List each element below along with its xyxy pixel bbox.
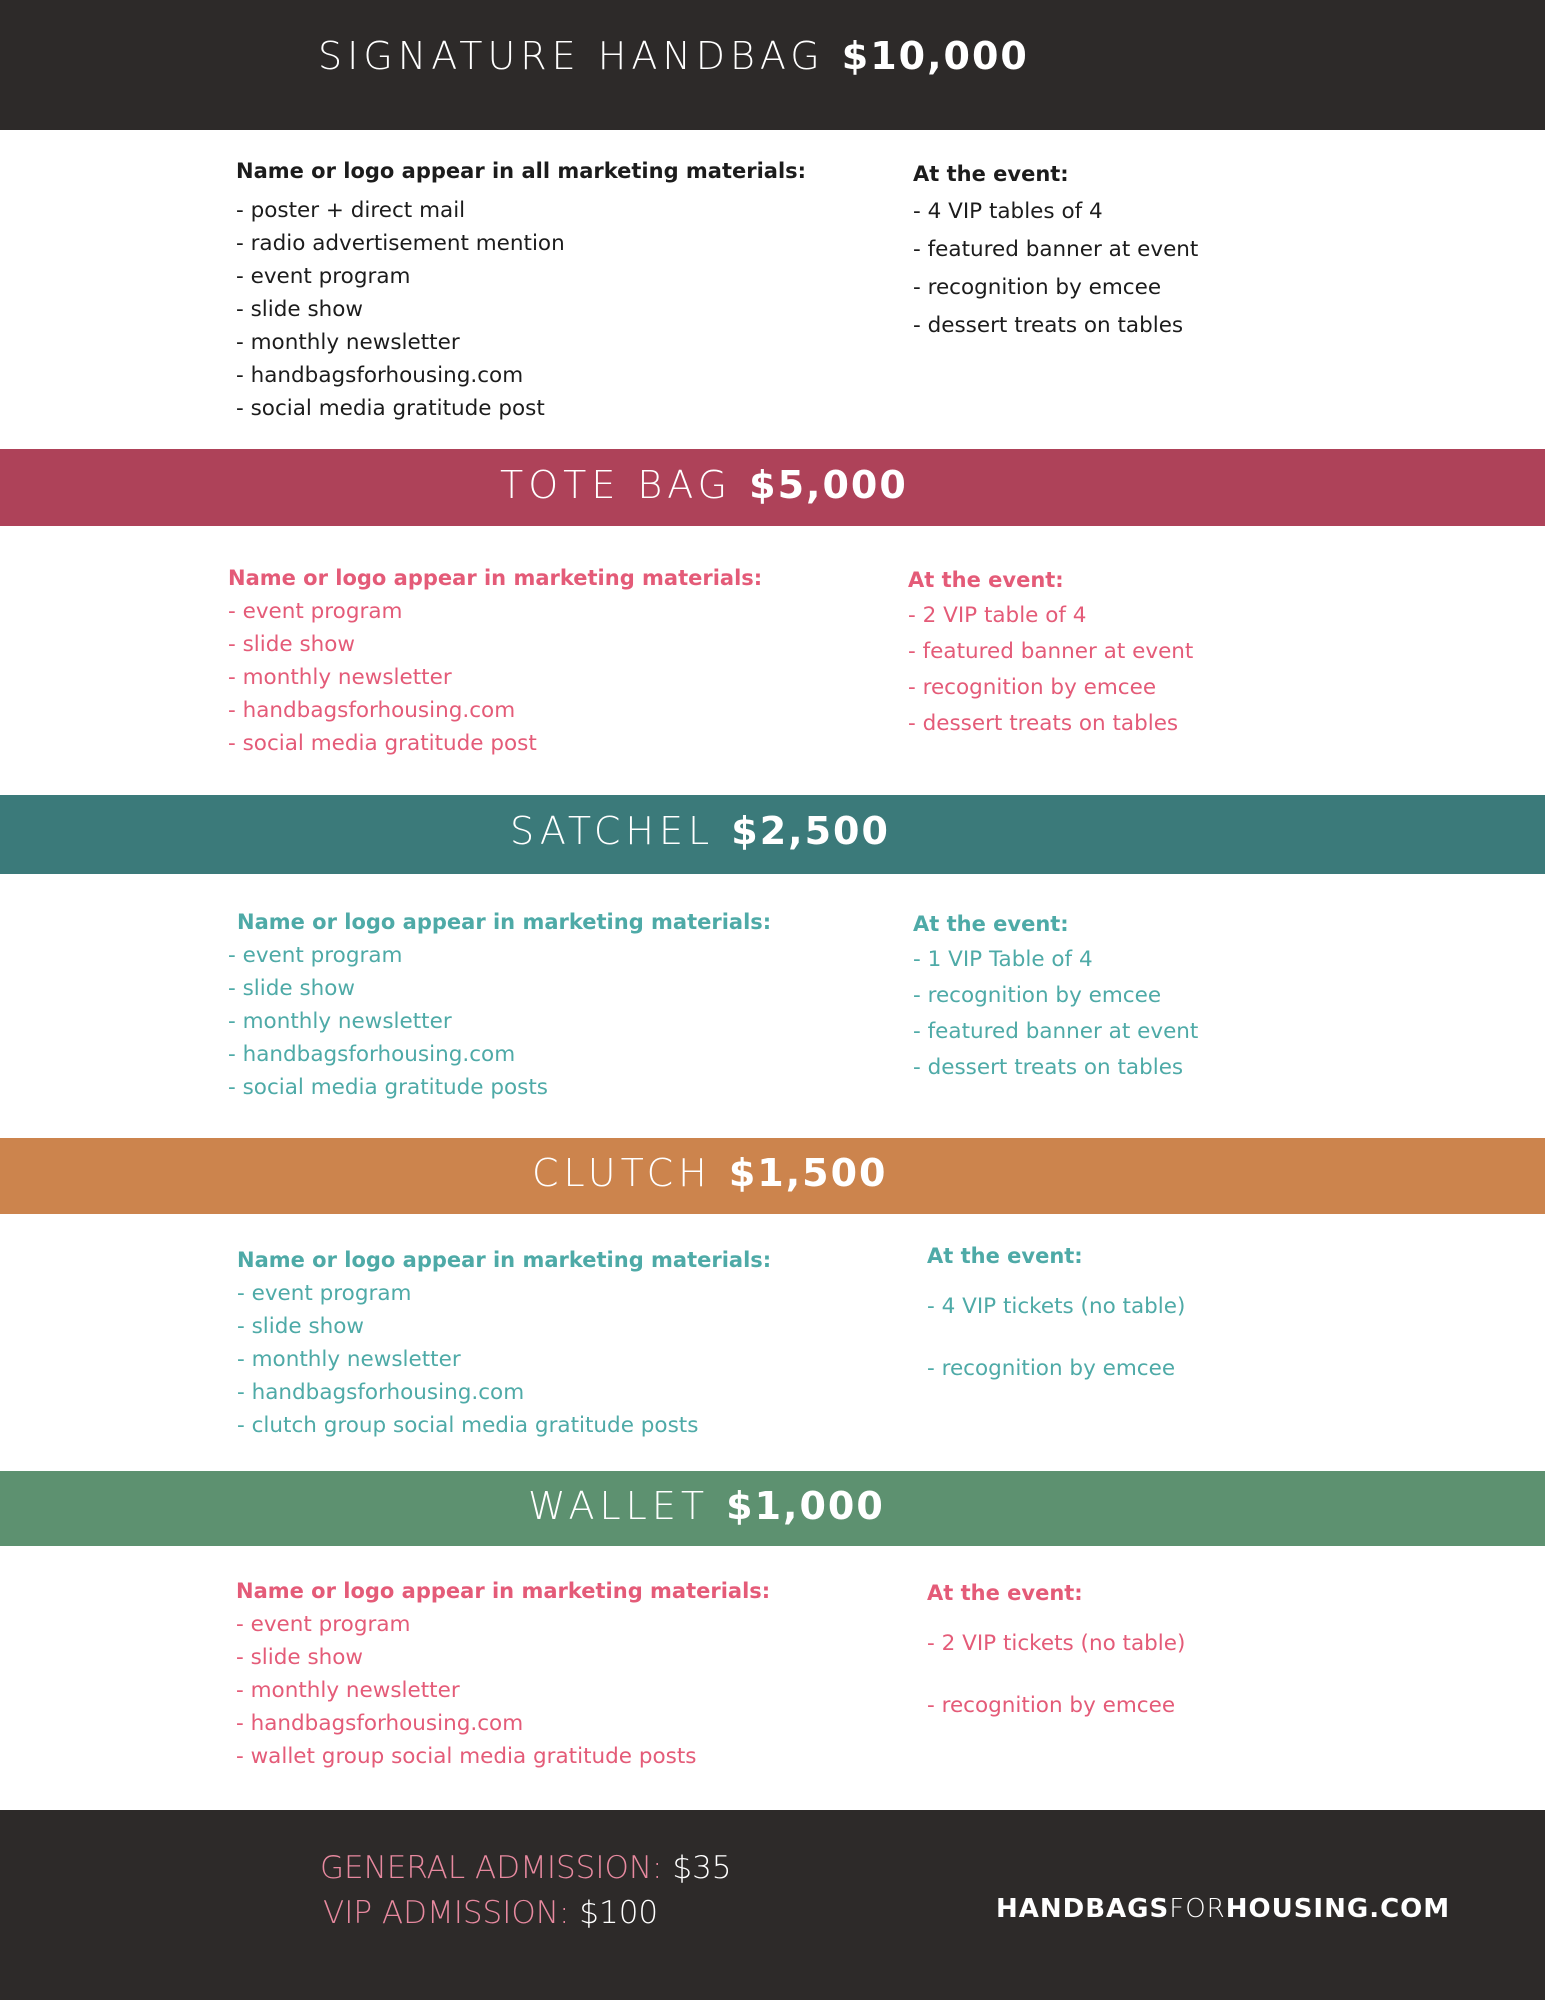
marketing-list bbox=[236, 194, 806, 425]
event-list bbox=[913, 193, 1198, 345]
clutch-marketing bbox=[237, 1244, 771, 1442]
marketing-item: - clutch group social media gratitude posts bbox=[237, 1413, 699, 1438]
site-part-handbags: HANDBAGS bbox=[996, 1894, 1170, 1924]
event-item: - featured banner at event bbox=[913, 1019, 1199, 1044]
marketing-item: - poster + direct mail bbox=[236, 198, 466, 223]
tier-name: SATCHEL bbox=[510, 809, 715, 853]
clutch-event bbox=[927, 1242, 1185, 1400]
general-admission-price: $35 bbox=[672, 1850, 732, 1886]
event-item: - 2 VIP table of 4 bbox=[908, 603, 1087, 628]
tier-name: CLUTCH bbox=[532, 1151, 712, 1195]
marketing-heading: Name or logo appear in marketing materials: bbox=[228, 566, 763, 590]
tier-name: TOTE BAG bbox=[500, 463, 733, 507]
event-item: - recognition by emcee bbox=[927, 1356, 1176, 1381]
signature-header bbox=[0, 0, 1545, 130]
marketing-item: - handbagsforhousing.com bbox=[228, 1042, 516, 1067]
marketing-list bbox=[236, 1608, 770, 1773]
general-admission bbox=[320, 1850, 732, 1886]
marketing-item: - social media gratitude post bbox=[228, 731, 537, 756]
signature-title bbox=[318, 34, 1029, 78]
event-list bbox=[927, 1276, 1185, 1400]
tote-marketing bbox=[228, 562, 762, 760]
event-item: - recognition by emcee bbox=[927, 1693, 1176, 1718]
marketing-item: - handbagsforhousing.com bbox=[236, 1711, 524, 1736]
event-item: - recognition by emcee bbox=[913, 275, 1162, 300]
satchel-title bbox=[510, 809, 890, 853]
marketing-item: - monthly newsletter bbox=[236, 1678, 460, 1703]
marketing-item: - monthly newsletter bbox=[237, 1347, 461, 1372]
site-part-housing: HOUSING.COM bbox=[1225, 1894, 1451, 1924]
wallet-marketing bbox=[236, 1575, 770, 1773]
tote-event bbox=[908, 562, 1193, 742]
tier-name: WALLET bbox=[528, 1484, 710, 1528]
marketing-list bbox=[228, 939, 771, 1104]
wallet-event bbox=[927, 1579, 1185, 1737]
marketing-item: - handbagsforhousing.com bbox=[237, 1380, 525, 1405]
satchel-marketing bbox=[228, 906, 771, 1104]
marketing-list bbox=[228, 595, 762, 760]
clutch-header bbox=[0, 1138, 1545, 1214]
tier-amount: $5,000 bbox=[749, 463, 908, 507]
event-item: - 1 VIP Table of 4 bbox=[913, 947, 1093, 972]
marketing-heading: Name or logo appear in marketing materials: bbox=[236, 1579, 771, 1603]
wallet-header bbox=[0, 1471, 1545, 1546]
marketing-item: - event program bbox=[236, 264, 411, 289]
marketing-item: - event program bbox=[237, 1281, 412, 1306]
event-item: - 4 VIP tickets (no table) bbox=[927, 1294, 1186, 1319]
marketing-item: - slide show bbox=[228, 976, 356, 1001]
marketing-item: - monthly newsletter bbox=[236, 330, 460, 355]
marketing-item: - slide show bbox=[236, 1645, 364, 1670]
event-heading: At the event: bbox=[927, 1581, 1083, 1605]
marketing-item: - social media gratitude post bbox=[236, 396, 545, 421]
tier-amount: $10,000 bbox=[841, 34, 1029, 78]
event-heading: At the event: bbox=[908, 568, 1064, 592]
marketing-item: - handbagsforhousing.com bbox=[236, 363, 524, 388]
vip-admission-price: $100 bbox=[579, 1895, 659, 1931]
marketing-item: - event program bbox=[228, 943, 403, 968]
marketing-item: - monthly newsletter bbox=[228, 665, 452, 690]
marketing-item: - monthly newsletter bbox=[228, 1009, 452, 1034]
clutch-title bbox=[532, 1151, 887, 1195]
marketing-item: - handbagsforhousing.com bbox=[228, 698, 516, 723]
tier-amount: $2,500 bbox=[731, 809, 890, 853]
wallet-title bbox=[528, 1484, 885, 1528]
vip-admission bbox=[323, 1895, 658, 1931]
tote-header bbox=[0, 449, 1545, 526]
marketing-item: - social media gratitude posts bbox=[228, 1075, 548, 1100]
website-link[interactable] bbox=[996, 1894, 1450, 1924]
vip-admission-label: VIP ADMISSION: bbox=[323, 1895, 570, 1931]
tier-name: SIGNATURE HANDBAG bbox=[318, 34, 825, 78]
event-item: - recognition by emcee bbox=[908, 675, 1157, 700]
event-item: - dessert treats on tables bbox=[913, 1055, 1184, 1080]
signature-event bbox=[913, 155, 1198, 345]
event-item: - dessert treats on tables bbox=[908, 711, 1179, 736]
event-list bbox=[908, 598, 1193, 742]
marketing-item: - slide show bbox=[236, 297, 364, 322]
event-heading: At the event: bbox=[913, 162, 1069, 186]
marketing-item: - event program bbox=[228, 599, 403, 624]
marketing-heading: Name or logo appear in marketing materials: bbox=[237, 910, 772, 934]
marketing-item: - wallet group social media gratitude posts bbox=[236, 1744, 697, 1769]
tier-amount: $1,500 bbox=[728, 1151, 888, 1195]
event-heading: At the event: bbox=[927, 1244, 1083, 1268]
marketing-list bbox=[237, 1277, 771, 1442]
tier-amount: $1,000 bbox=[726, 1484, 885, 1528]
event-item: - featured banner at event bbox=[908, 639, 1194, 664]
general-admission-label: GENERAL ADMISSION: bbox=[320, 1850, 663, 1886]
marketing-heading: Name or logo appear in all marketing materials: bbox=[236, 159, 807, 183]
event-item: - 4 VIP tables of 4 bbox=[913, 199, 1103, 224]
event-heading: At the event: bbox=[913, 912, 1069, 936]
marketing-item: - slide show bbox=[237, 1314, 365, 1339]
event-item: - dessert treats on tables bbox=[913, 313, 1184, 338]
event-item: - recognition by emcee bbox=[913, 983, 1162, 1008]
site-part-for: FOR bbox=[1169, 1894, 1226, 1924]
marketing-item: - slide show bbox=[228, 632, 356, 657]
event-item: - featured banner at event bbox=[913, 237, 1199, 262]
marketing-item: - event program bbox=[236, 1612, 411, 1637]
tote-title bbox=[500, 463, 908, 507]
event-item: - 2 VIP tickets (no table) bbox=[927, 1631, 1186, 1656]
satchel-header bbox=[0, 795, 1545, 874]
event-list bbox=[913, 942, 1198, 1086]
marketing-item: - radio advertisement mention bbox=[236, 231, 565, 256]
satchel-event bbox=[913, 906, 1198, 1086]
marketing-heading: Name or logo appear in marketing materials: bbox=[237, 1248, 772, 1272]
event-list bbox=[927, 1613, 1185, 1737]
footer bbox=[0, 1810, 1545, 2000]
signature-marketing bbox=[236, 155, 806, 425]
